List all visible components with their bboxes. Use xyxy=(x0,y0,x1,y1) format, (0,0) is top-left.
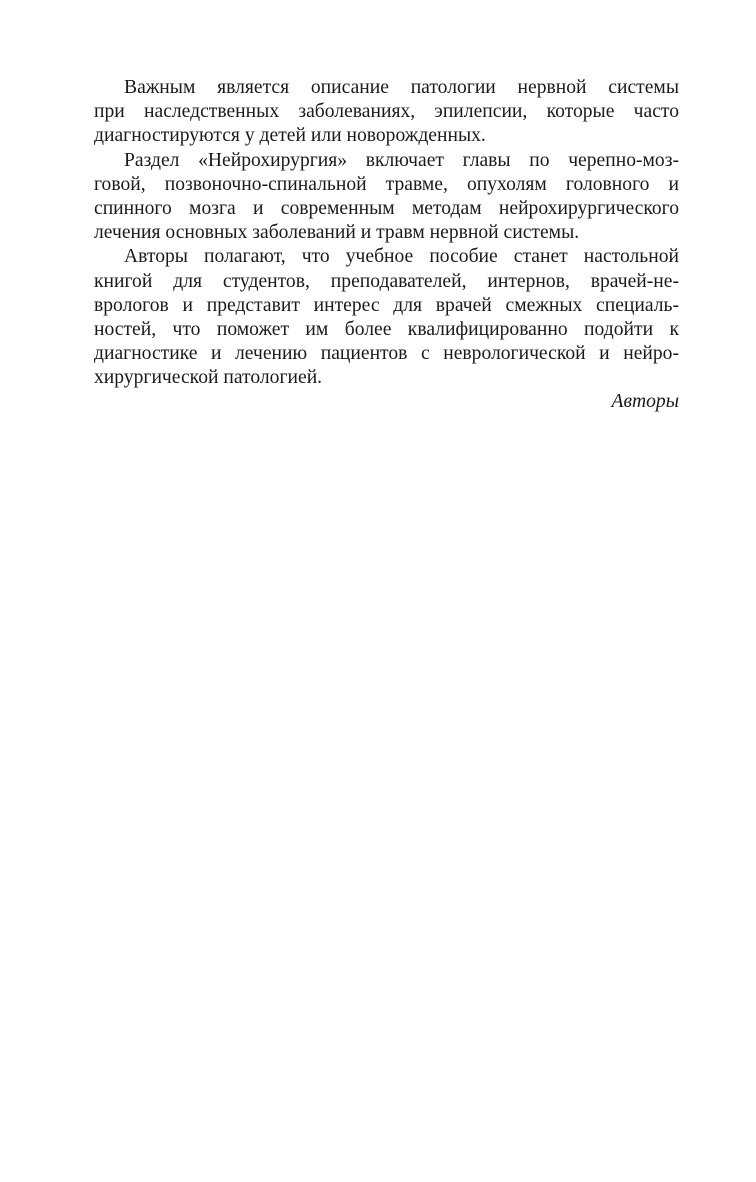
text-line: диагностируются у детей или новорожденных. xyxy=(94,125,486,147)
text-line: Важным является описание патологии нервной системы xyxy=(124,77,679,98)
text-line: врологов и представит интерес для врачей смежных специаль- xyxy=(94,294,679,316)
paragraph-pathology xyxy=(94,76,679,149)
text-line: лечения основных заболеваний и травм нервной системы. xyxy=(94,222,580,244)
text-line: говой, позвоночно-спинальной травме, опухолям головного и xyxy=(94,173,679,195)
document-page xyxy=(94,76,679,415)
text-line: Раздел «Нейрохирургия» включает главы по черепно-моз- xyxy=(124,149,679,171)
text-line: при наследственных заболеваниях, эпилепсии, которые часто xyxy=(94,101,679,123)
signature: Авторы xyxy=(611,391,679,413)
paragraph-neurosurgery xyxy=(94,149,679,246)
text-line: книгой для студентов, преподавателей, интернов, врачей-не- xyxy=(94,270,679,292)
text-line: диагностике и лечению пациентов с неврологической и нейро- xyxy=(94,343,679,365)
text-line: хирургической патологией. xyxy=(94,367,323,389)
text-line: спинного мозга и современным методам нейрохирургического xyxy=(94,197,679,219)
text-line: Авторы полагают, что учебное пособие станет настольной xyxy=(124,246,679,268)
paragraph-authors-hope xyxy=(94,245,679,390)
text-line: ностей, что поможет им более квалифицированно подойти к xyxy=(94,318,679,340)
